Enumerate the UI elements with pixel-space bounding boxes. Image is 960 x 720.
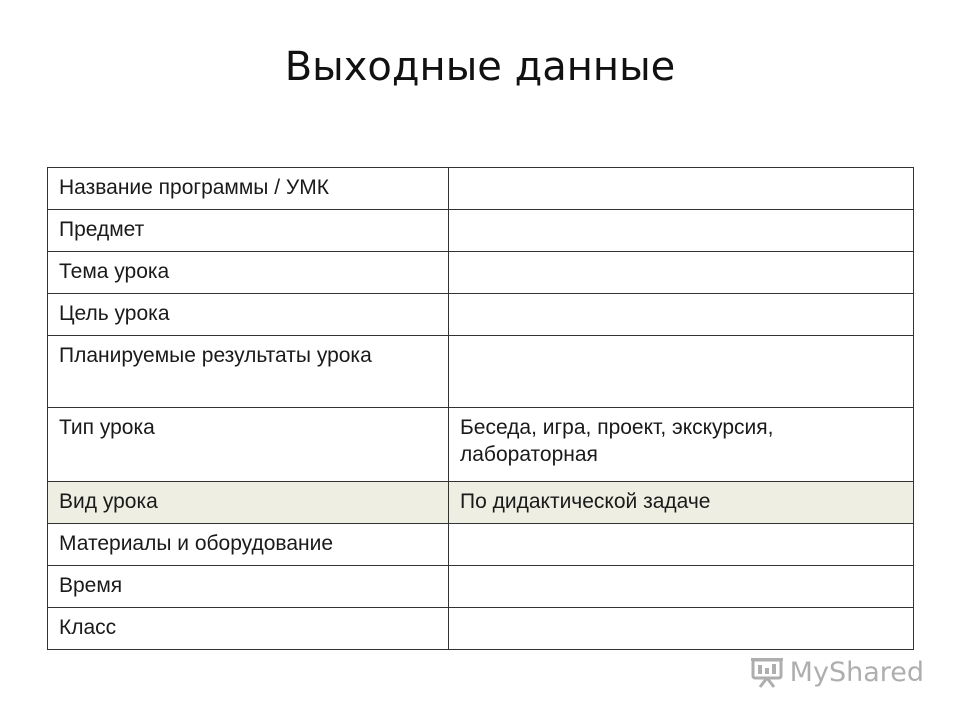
table-row [48,336,914,408]
row-value: Беседа, игра, проект, экскурсия, лабораторная [449,408,914,482]
row-label: Тема урока [48,252,449,294]
row-value [449,168,914,210]
row-label: Время [48,566,449,608]
row-label: Цель урока [48,294,449,336]
row-label: Материалы и оборудование [48,524,449,566]
table-row [48,408,914,482]
presentation-board-icon [750,656,784,688]
watermark [750,656,924,688]
table-row [48,252,914,294]
row-value [449,566,914,608]
row-value [449,608,914,650]
row-value [449,336,914,408]
row-label: Вид урока [48,482,449,524]
table-row [48,210,914,252]
row-value [449,210,914,252]
table-row [48,608,914,650]
row-label: Название программы / УМК [48,168,449,210]
row-label: Тип урока [48,408,449,482]
row-value [449,294,914,336]
lesson-info-table [47,167,914,650]
table-row [48,168,914,210]
table-row [48,524,914,566]
watermark-brand: MyShared [789,656,924,688]
row-value: По дидактической задаче [449,482,914,524]
table-row [48,566,914,608]
row-value [449,524,914,566]
slide-title: Выходные данные [284,44,676,90]
table-row-highlighted [48,482,914,524]
row-label: Класс [48,608,449,650]
table-row [48,294,914,336]
row-label: Предмет [48,210,449,252]
row-value [449,252,914,294]
row-label: Планируемые результаты урока [48,336,449,408]
